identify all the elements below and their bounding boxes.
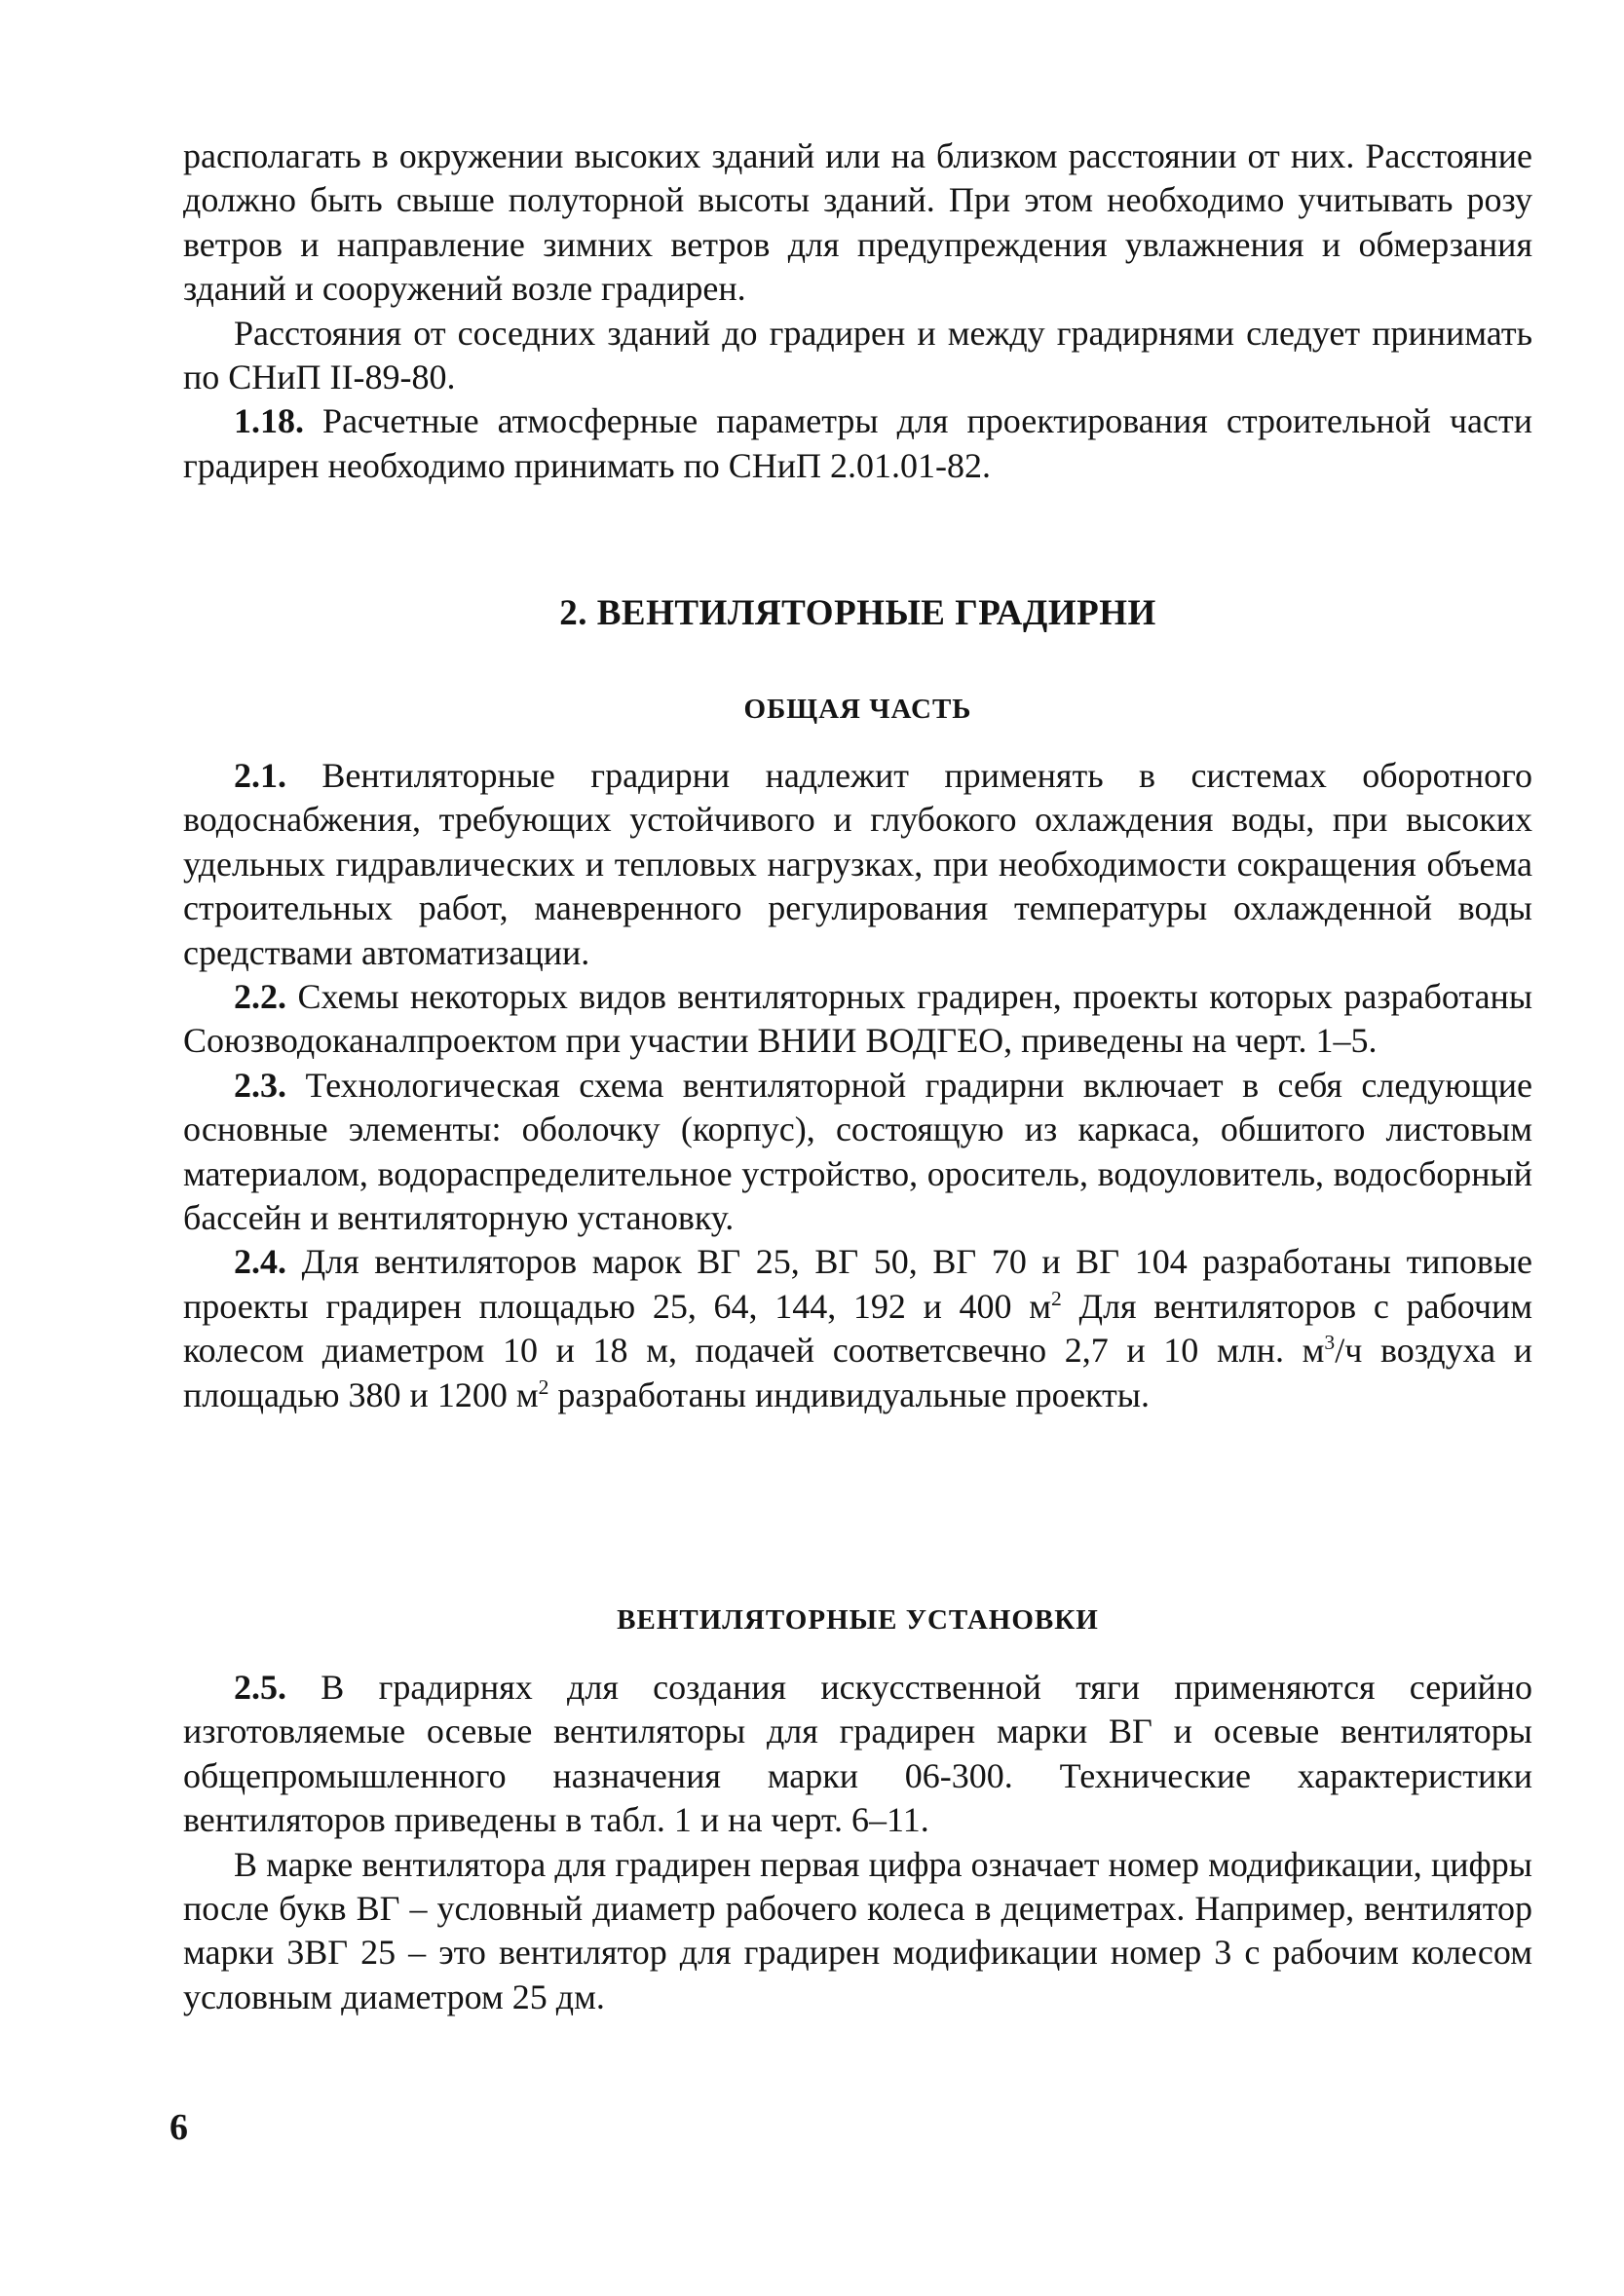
clause-number: 2.2. <box>234 977 286 1017</box>
clause-text-c: /ч воздуха и площадью 380 и 1200 м <box>183 1331 1532 1414</box>
superscript: 2 <box>538 1374 549 1399</box>
paragraph-2-1 <box>183 754 1532 975</box>
subsection-fans-heading: ВЕНТИЛЯТОРНЫЕ УСТАНОВКИ <box>617 1604 1099 1636</box>
paragraph-continuation: располагать в окружении высоких зданий или на близком расстоянии от них. Расстояние должно быть свыше полуторной высоты зданий. При этом необходимо учитывать розу ветров и направление зимних ветров для предупреждения увлажнения и обмерзания зданий и сооружений возле градирен. <box>183 136 1532 309</box>
clause-text-b: Для вентиляторов с рабочим колесом диаметром 10 и 18 м, подачей соответсвечно 2,7 и 10 млн. м <box>183 1286 1533 1371</box>
clause-text: Технологическая схема вентиляторной градирни включает в себя следующие основные элементы: оболочку (корпус), состоящую из каркаса, обшитого листовым материалом, водораспределительное устройство, ороситель, водоуловитель, водосборный бассейн и вентиляторную установку. <box>183 1065 1533 1238</box>
subsection-general-heading: ОБЩАЯ ЧАСТЬ <box>743 694 972 725</box>
paragraph-2-5 <box>183 1666 1532 1843</box>
paragraph-1-18 <box>183 399 1532 488</box>
clause-text-a: Для вентиляторов марок ВГ 25, ВГ 50, ВГ 70 и ВГ 104 разработаны типовые проекты градирен площадью 25, 64, 144, 192 и 400 м <box>183 1242 1532 1326</box>
clause-text: Расчетные атмосферные параметры для проектирования строительной части градирен необходимо принимать по СНиП 2.01.01-82. <box>183 401 1532 485</box>
paragraph-2-4 <box>183 1240 1532 1417</box>
paragraph-fan-marking: В марке вентилятора для градирен первая цифра означает номер модификации, цифры после букв ВГ – условный диаметр рабочего колеса в дециметрах. Например, вентилятор марки 3ВГ 25 – это вентилятор для градирен модификации номер 3 с рабочим колесом условным диаметром 25 дм. <box>183 1844 1532 2016</box>
general-text-block <box>183 754 1532 1417</box>
clause-number: 2.5. <box>234 1668 286 1707</box>
clause-number: 2.3. <box>234 1065 286 1105</box>
clause-text: Вентиляторные градирни надлежит применять в системах оборотного водоснабжения, требующих устойчивого и глубокого охлаждения воды, при высоких удельных гидравлических и тепловых нагрузках, при необходимости сокращения объема строительных работ, маневренного регулирования температуры охлажденной воды средствами автоматизации. <box>183 756 1533 972</box>
intro-text-block <box>183 134 1532 488</box>
paragraph-distances: Расстояния от соседних зданий до градирен и между градирнями следует принимать по СНиП II-89-80. <box>183 313 1532 397</box>
paragraph-2-2 <box>183 975 1532 1064</box>
clause-number: 2.1. <box>234 756 286 795</box>
section-title: 2. ВЕНТИЛЯТОРНЫЕ ГРАДИРНИ <box>559 593 1156 633</box>
clause-text: В градирнях для создания искусственной тяги применяются серийно изготовляемые осевые вентиляторы для градирен марки ВГ и осевые вентиляторы общепромышленного назначения марки 06-300. Технические характеристики вентиляторов приведены в табл. 1 и на черт. 6–11. <box>183 1668 1533 1840</box>
clause-number: 2.4. <box>234 1242 286 1282</box>
clause-number: 1.18. <box>234 401 304 441</box>
superscript: 2 <box>1051 1286 1062 1310</box>
clause-text: Схемы некоторых видов вентиляторных градирен, проекты которых разработаны Союзводоканалпроектом при участии ВНИИ ВОДГЕО, приведены на черт. 1–5. <box>183 977 1533 1061</box>
paragraph-2-3 <box>183 1064 1532 1241</box>
superscript: 3 <box>1324 1331 1336 1355</box>
page-number: 6 <box>170 2107 188 2148</box>
fans-text-block <box>183 1666 1532 2019</box>
clause-text-d: разработаны индивидуальные проекты. <box>548 1374 1150 1414</box>
